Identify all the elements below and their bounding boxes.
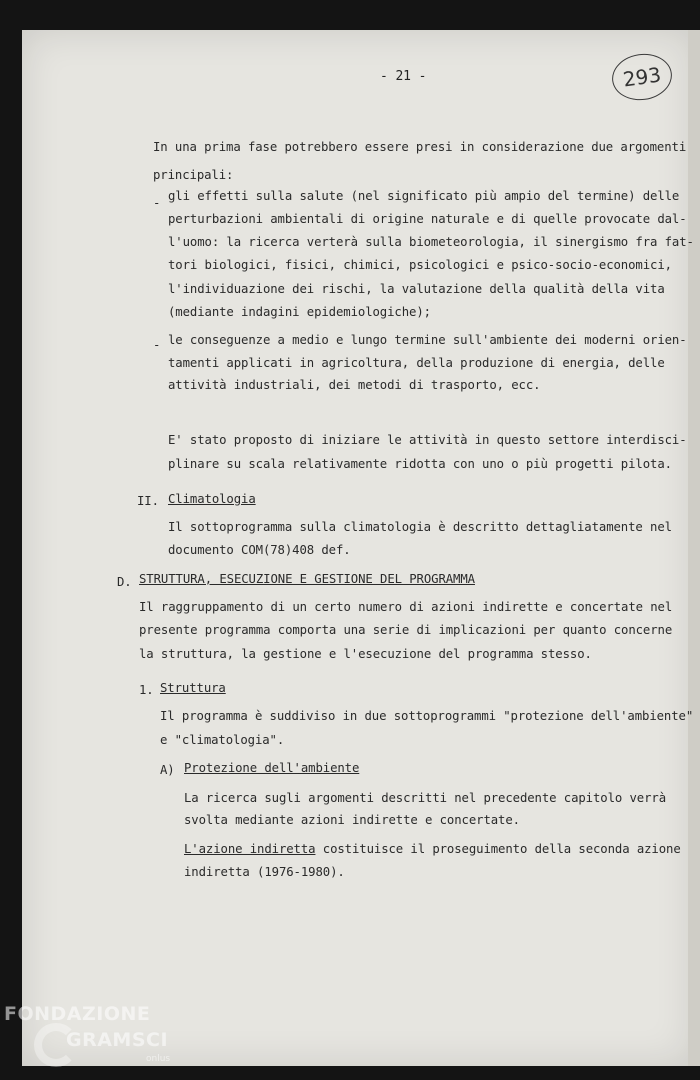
watermark-line: GRAMSCI bbox=[66, 1029, 169, 1051]
bullet-marker: - bbox=[153, 338, 161, 352]
bullet-line: (mediante indagini epidemiologiche); bbox=[168, 305, 431, 319]
bullet-line: tamenti applicati in agricoltura, della produzione di energia, delle bbox=[168, 356, 665, 370]
bullet-line: gli effetti sulla salute (nel significato più ampio del termine) delle bbox=[168, 189, 680, 203]
paragraph-line: documento COM(78)408 def. bbox=[168, 543, 351, 557]
archive-stamp: 293 bbox=[609, 50, 675, 104]
subsection-title: Protezione dell'ambiente bbox=[184, 761, 360, 775]
paragraph-line: e "climatologia". bbox=[160, 733, 285, 747]
paragraph-line: Il raggruppamento di un certo numero di azioni indirette e concertate nel bbox=[139, 600, 673, 614]
bullet-marker: - bbox=[153, 196, 161, 210]
bullet-line: perturbazioni ambientali di origine naturale e di quelle provocate dal- bbox=[168, 212, 687, 226]
intro-line: In una prima fase potrebbero essere presi in considerazione due argomenti bbox=[153, 140, 687, 154]
section-title: Climatologia bbox=[168, 492, 256, 506]
indirect-action-text: costituisce il proseguimento della seconda azione bbox=[315, 842, 681, 856]
document-page bbox=[22, 30, 694, 1066]
bullet-line: l'uomo: la ricerca verterà sulla biometeorologia, il sinergismo fra fat- bbox=[168, 235, 694, 249]
watermark-line: onlus bbox=[146, 1054, 171, 1064]
subsection-number: 1. bbox=[139, 683, 154, 697]
section-letter: D. bbox=[117, 575, 132, 589]
bullet-line: l'individuazione dei rischi, la valutazione della qualità della vita bbox=[168, 282, 665, 296]
bullet-line: le conseguenze a medio e lungo termine sull'ambiente dei moderni orien- bbox=[168, 333, 687, 347]
bullet-line: tori biologici, fisici, chimici, psicologici e psico-socio-economici, bbox=[168, 258, 672, 272]
section-number: II. bbox=[137, 494, 159, 508]
watermark-line: FONDAZIONE bbox=[4, 1003, 151, 1025]
paragraph-line: presente programma comporta una serie di implicazioni per quanto concerne bbox=[139, 623, 673, 637]
indirect-action-title: L'azione indiretta bbox=[184, 842, 316, 856]
paragraph-line: svolta mediante azioni indirette e concertate. bbox=[184, 813, 520, 827]
intro-line: principali: bbox=[153, 168, 234, 182]
paragraph-line: Il programma è suddiviso in due sottoprogrammi "protezione dell'ambiente" bbox=[160, 709, 694, 723]
subsection-title: Struttura bbox=[160, 681, 226, 695]
paragraph-line: E' stato proposto di iniziare le attività in questo settore interdisci- bbox=[168, 433, 687, 447]
paragraph-line: plinare su scala relativamente ridotta con uno o più progetti pilota. bbox=[168, 457, 672, 471]
paragraph-line: la struttura, la gestione e l'esecuzione del programma stesso. bbox=[139, 647, 592, 661]
paragraph-line: indiretta (1976-1980). bbox=[184, 865, 345, 879]
bullet-line: attività industriali, dei metodi di trasporto, ecc. bbox=[168, 378, 541, 392]
subsection-letter: A) bbox=[160, 763, 175, 777]
page-edge bbox=[688, 30, 700, 1066]
page-number: - 21 - bbox=[380, 69, 427, 84]
fondazione-gramsci-watermark bbox=[4, 1003, 184, 1078]
section-title: STRUTTURA, ESECUZIONE E GESTIONE DEL PROGRAMMA bbox=[139, 572, 475, 586]
paragraph-line bbox=[184, 842, 681, 856]
paragraph-line: La ricerca sugli argomenti descritti nel precedente capitolo verrà bbox=[184, 791, 667, 805]
paragraph-line: Il sottoprogramma sulla climatologia è descritto dettagliatamente nel bbox=[168, 520, 672, 534]
